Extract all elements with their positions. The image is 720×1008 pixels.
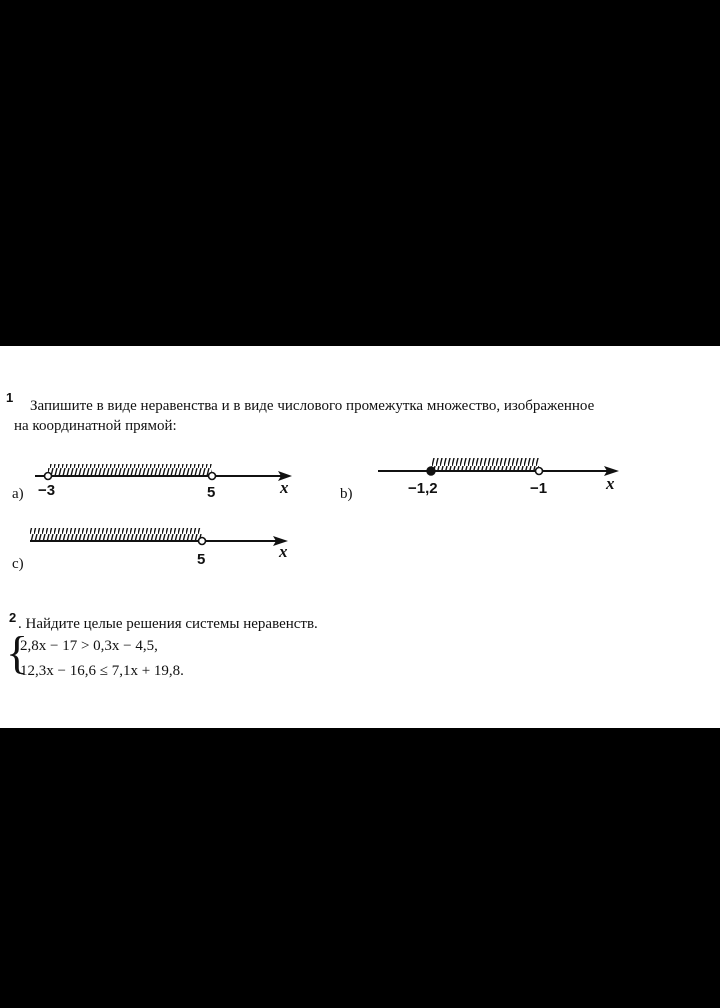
figure-c-label: c) (12, 556, 24, 572)
figure-a-tick-left: −3 (38, 482, 56, 499)
figure-a-tick-right: 5 (207, 484, 216, 501)
figure-b-label: b) (340, 486, 353, 502)
hatch-region-a (48, 464, 212, 475)
figure-b-tick-right: −1 (530, 480, 548, 497)
task2-text: . Найдите целые решения системы неравенств. (18, 616, 318, 632)
worksheet (0, 346, 720, 728)
number-line-a (30, 456, 300, 486)
system-inequality-2: 12,3x − 16,6 ≤ 7,1x + 19,8. (20, 663, 184, 679)
system-inequality-1: 2,8x − 17 > 0,3x − 4,5, (20, 638, 158, 654)
task2-number: 2 (9, 610, 17, 625)
number-line-c (26, 522, 296, 552)
figure-b-axis-var: x (606, 474, 615, 493)
figure-a-axis-var: x (280, 478, 289, 497)
task1-text-line2: на координатной прямой: (14, 418, 177, 434)
open-point-a-left (45, 473, 52, 480)
task1-text-line1: Запишите в виде неравенства и в виде числового промежутка множество, изображенное (30, 398, 595, 414)
hatch-region-c (30, 528, 202, 540)
task1-number: 1 (6, 390, 14, 405)
hatch-region-b (431, 458, 539, 470)
figure-c-axis-var: x (279, 542, 288, 561)
figure-b-tick-left: −1,2 (408, 480, 438, 497)
closed-point-b-left (427, 467, 435, 475)
open-point-b-right (536, 468, 543, 475)
system-brace: { (6, 627, 29, 678)
figure-c-tick: 5 (197, 551, 206, 568)
figure-a-label: a) (12, 486, 24, 502)
open-point-a-right (209, 473, 216, 480)
open-point-c-right (199, 538, 206, 545)
